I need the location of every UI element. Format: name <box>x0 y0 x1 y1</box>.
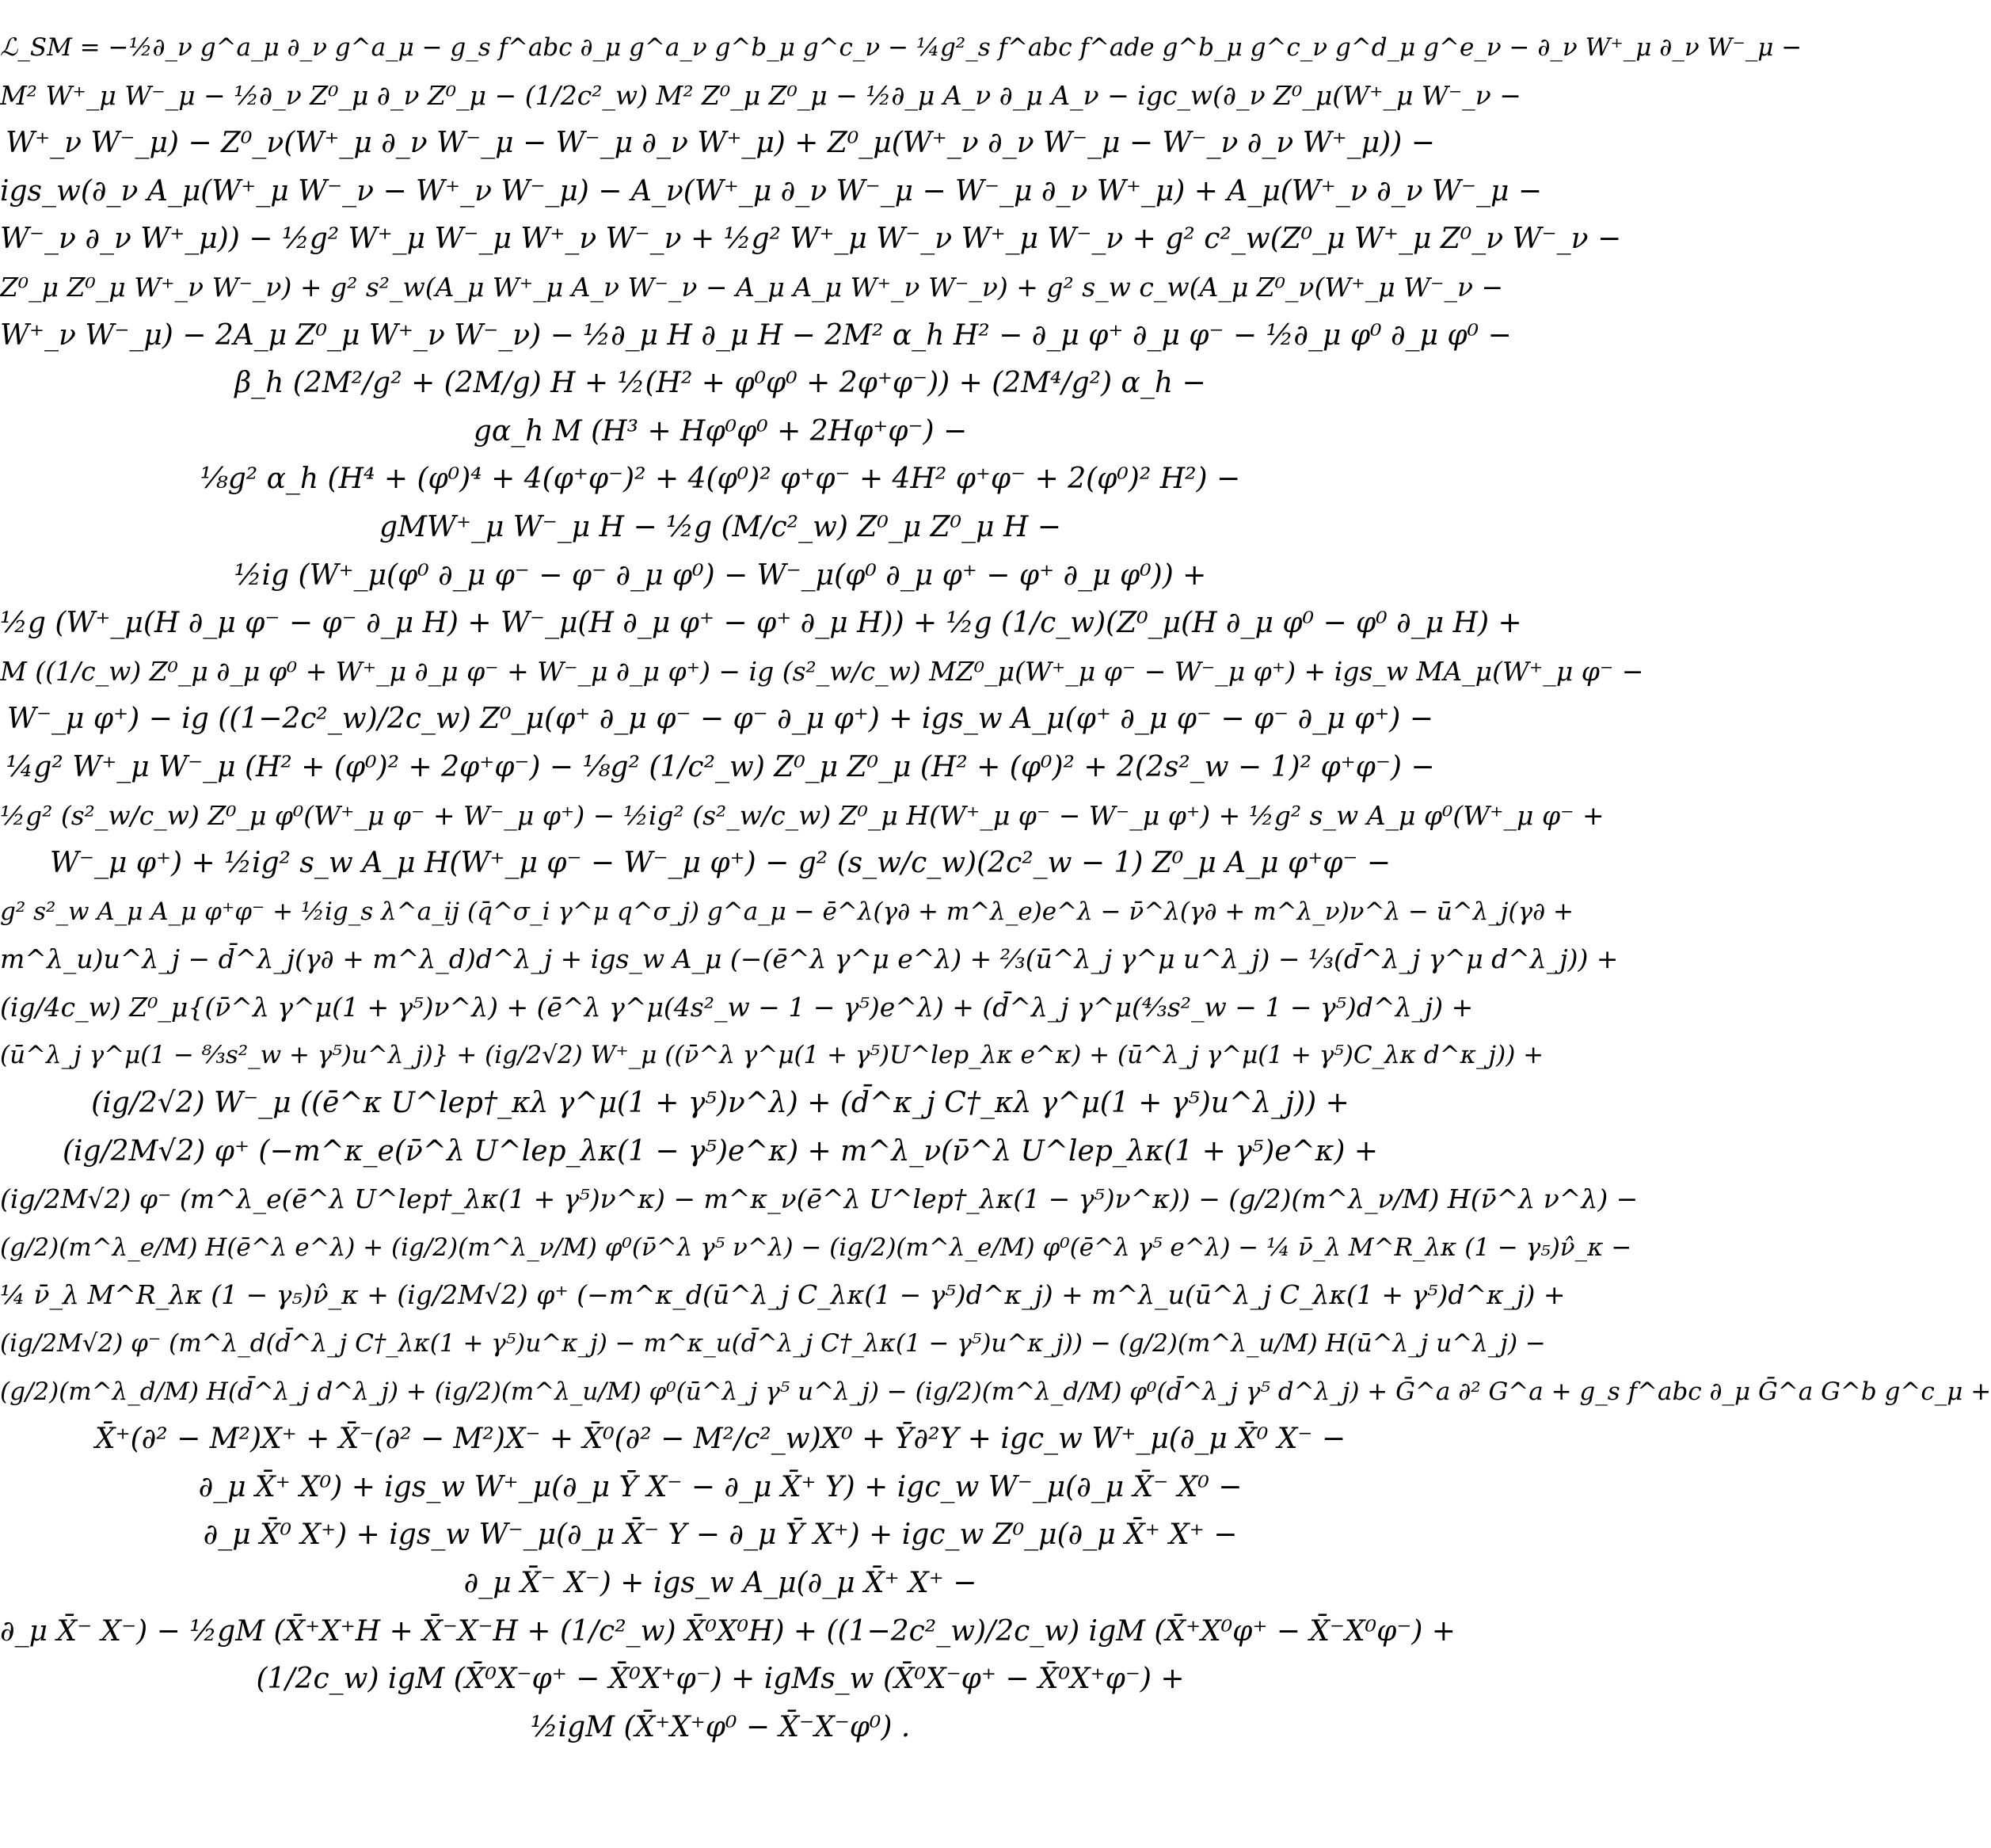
equation-line: gα_h M (H³ + Hφ⁰φ⁰ + 2Hφ⁺φ⁻) − <box>473 414 968 448</box>
equation-line: m^λ_u)u^λ_j − d̄^λ_j(γ∂ + m^λ_d)d^λ_j + igs_w A_μ (−(ē^λ γ^μ e^λ) + ⅔(ū^λ_j γ^μ u^λ_j) − ⅓(d̄^λ_j γ^μ d^λ_j)) + <box>0 943 1619 975</box>
equation-line: ∂_μ X̄⁺ X⁰) + igs_w W⁺_μ(∂_μ Ȳ X⁻ − ∂_μ X̄⁺ Y) + igc_w W⁻_μ(∂_μ X̄⁻ X⁰ − <box>198 1470 1243 1503</box>
equation-line: M ((1/c_w) Z⁰_μ ∂_μ φ⁰ + W⁺_μ ∂_μ φ⁻ + W⁻_μ ∂_μ φ⁺) − ig (s²_w/c_w) MZ⁰_μ(W⁺_μ φ⁻ − W⁻_μ φ⁺) + igs_w MA_μ(W⁺_μ φ⁻ − <box>0 655 1644 687</box>
equation-line: ∂_μ X̄⁻ X⁻) − ½gM (X̄⁺X⁺H + X̄⁻X⁻H + (1/c²_w) X̄⁰X⁰H) + ((1−2c²_w)/2c_w) igM (X̄⁺X⁰φ⁺ − X̄⁻X⁰φ⁻) + <box>0 1614 1456 1648</box>
equation-line: Z⁰_μ Z⁰_μ W⁺_ν W⁻_ν) + g² s²_w(A_μ W⁺_μ A_ν W⁻_ν − A_μ A_μ W⁺_ν W⁻_ν) + g² s_w c_w(A_μ Z⁰_ν(W⁺_μ W⁻_ν − <box>0 271 1504 303</box>
equation-line: W⁻_ν ∂_ν W⁺_μ)) − ½g² W⁺_μ W⁻_μ W⁺_ν W⁻_ν + ½g² W⁺_μ W⁻_ν W⁺_μ W⁻_ν + g² c²_w(Z⁰_μ W⁺_μ Z⁰_ν W⁻_ν − <box>0 223 1622 256</box>
equation-line: ¼g² W⁺_μ W⁻_μ (H² + (φ⁰)² + 2φ⁺φ⁻) − ⅛g² (1/c²_w) Z⁰_μ Z⁰_μ (H² + (φ⁰)² + 2(2s²_w − 1)² φ⁺φ⁻) − <box>6 750 1435 783</box>
equation-line: (ig/4c_w) Z⁰_μ{(ν̄^λ γ^μ(1 + γ⁵)ν^λ) + (ē^λ γ^μ(4s²_w − 1 − γ⁵)e^λ) + (d̄^λ_j γ^μ(⁴⁄₃s²_w − 1 − γ⁵)d^λ_j) + <box>0 991 1474 1023</box>
equation-line: ½g (W⁺_μ(H ∂_μ φ⁻ − φ⁻ ∂_μ H) + W⁻_μ(H ∂_μ φ⁺ − φ⁺ ∂_μ H)) + ½g (1/c_w)(Z⁰_μ(H ∂_μ φ⁰ − φ⁰ ∂_μ H) + <box>0 607 1522 640</box>
equation-line: ⅛g² α_h (H⁴ + (φ⁰)⁴ + 4(φ⁺φ⁻)² + 4(φ⁰)² φ⁺φ⁻ + 4H² φ⁺φ⁻ + 2(φ⁰)² H²) − <box>200 463 1241 496</box>
equation-line: (ū^λ_j γ^μ(1 − ⁸⁄₃s²_w + γ⁵)u^λ_j)} + (ig/2√2) W⁺_μ ((ν̄^λ γ^μ(1 + γ⁵)U^lep_λκ e^κ) + (ū^λ_j γ^μ(1 + γ⁵)C_λκ d^κ_j)) + <box>0 1041 1544 1070</box>
equation-line: (g/2)(m^λ_d/M) H(d̄^λ_j d^λ_j) + (ig/2)(m^λ_u/M) φ⁰(ū^λ_j γ⁵ u^λ_j) − (ig/2)(m^λ_d/M) φ⁰(d̄^λ_j γ⁵ d^λ_j) + Ḡ^a ∂² G^a + g_s f^abc ∂_μ Ḡ^a G^b g^c_μ + <box>0 1377 1991 1406</box>
equation-line: β_h (2M²/g² + (2M/g) H + ½(H² + φ⁰φ⁰ + 2φ⁺φ⁻)) + (2M⁴/g²) α_h − <box>234 367 1206 400</box>
equation-line: W⁻_μ φ⁺) + ½ig² s_w A_μ H(W⁺_μ φ⁻ − W⁻_μ φ⁺) − g² (s_w/c_w)(2c²_w − 1) Z⁰_μ A_μ φ⁺φ⁻ − <box>49 847 1391 880</box>
equation-line: ∂_μ X̄⁰ X⁺) + igs_w W⁻_μ(∂_μ X̄⁻ Y − ∂_μ Ȳ X⁺) + igc_w Z⁰_μ(∂_μ X̄⁺ X⁺ − <box>203 1518 1238 1552</box>
equation-line: (1/2c_w) igM (X̄⁰X⁻φ⁺ − X̄⁰X⁺φ⁻) + igMs_w (X̄⁰X⁻φ⁺ − X̄⁰X⁺φ⁻) + <box>256 1663 1185 1696</box>
equation-line: ℒ_SM = −½∂_ν g^a_μ ∂_ν g^a_μ − g_s f^abc ∂_μ g^a_ν g^b_μ g^c_ν − ¼g²_s f^abc f^ade g^b_μ g^c_ν g^d_μ g^e_ν − ∂_ν W⁺_μ ∂_ν W⁻_μ − <box>0 33 1803 62</box>
equation-line: (ig/2M√2) φ⁻ (m^λ_e(ē^λ U^lep†_λκ(1 + γ⁵)ν^κ) − m^κ_ν(ē^λ U^lep†_λκ(1 − γ⁵)ν^κ)) − (g/2)(m^λ_ν/M) H(ν̄^λ ν^λ) − <box>0 1183 1639 1215</box>
equation-line: M² W⁺_μ W⁻_μ − ½∂_ν Z⁰_μ ∂_ν Z⁰_μ − (1/2c²_w) M² Z⁰_μ Z⁰_μ − ½∂_μ A_ν ∂_μ A_ν − igc_w(∂_ν Z⁰_μ(W⁺_μ W⁻_ν − <box>0 79 1521 111</box>
equation-line: ½ig (W⁺_μ(φ⁰ ∂_μ φ⁻ − φ⁻ ∂_μ φ⁰) − W⁻_μ(φ⁰ ∂_μ φ⁺ − φ⁺ ∂_μ φ⁰)) + <box>234 558 1207 592</box>
equation-line: g² s²_w A_μ A_μ φ⁺φ⁻ + ½ig_s λ^a_ij (q̄^σ_i γ^μ q^σ_j) g^a_μ − ē^λ(γ∂ + m^λ_e)e^λ − ν̄^λ(γ∂ + m^λ_ν)ν^λ − ū^λ_j(γ∂ + <box>0 897 1574 926</box>
equation-line: W⁻_μ φ⁺) − ig ((1−2c²_w)/2c_w) Z⁰_μ(φ⁺ ∂_μ φ⁻ − φ⁻ ∂_μ φ⁺) + igs_w A_μ(φ⁺ ∂_μ φ⁻ − φ⁻ ∂_μ φ⁺) − <box>7 703 1433 736</box>
equation-line: (ig/2M√2) φ⁻ (m^λ_d(d̄^λ_j C†_λκ(1 + γ⁵)u^κ_j) − m^κ_u(d̄^λ_j C†_λκ(1 − γ⁵)u^κ_j)) − (g/2)(m^λ_u/M) H(ū^λ_j u^λ_j) − <box>0 1329 1546 1358</box>
equation-line: ¼ ν̄_λ M^R_λκ (1 − γ₅)ν̂_κ + (ig/2M√2) φ⁺ (−m^κ_d(ū^λ_j C_λκ(1 − γ⁵)d^κ_j) + m^λ_u(ū^λ_j C_λκ(1 + γ⁵)d^κ_j) + <box>0 1279 1566 1311</box>
equation-line: W⁺_ν W⁻_μ) − 2A_μ Z⁰_μ W⁺_ν W⁻_ν) − ½∂_μ H ∂_μ H − 2M² α_h H² − ∂_μ φ⁺ ∂_μ φ⁻ − ½∂_μ φ⁰ ∂_μ φ⁰ − <box>0 318 1512 352</box>
equation-line: X̄⁺(∂² − M²)X⁺ + X̄⁻(∂² − M²)X⁻ + X̄⁰(∂² − M²/c²_w)X⁰ + Ȳ∂²Y + igc_w W⁺_μ(∂_μ X̄⁰ X⁻ − <box>94 1423 1346 1456</box>
equation-line: ∂_μ X̄⁻ X⁻) + igs_w A_μ(∂_μ X̄⁺ X⁺ − <box>463 1567 977 1599</box>
equation-line: gMW⁺_μ W⁻_μ H − ½g (M/c²_w) Z⁰_μ Z⁰_μ H − <box>379 510 1061 543</box>
equation-line: ½g² (s²_w/c_w) Z⁰_μ φ⁰(W⁺_μ φ⁻ + W⁻_μ φ⁺) − ½ig² (s²_w/c_w) Z⁰_μ H(W⁺_μ φ⁻ − W⁻_μ φ⁺) + ½g² s_w A_μ φ⁰(W⁺_μ φ⁻ + <box>0 799 1605 831</box>
equation-line: ½igM (X̄⁺X⁺φ⁰ − X̄⁻X⁻φ⁰) . <box>530 1710 911 1743</box>
equation-line: (g/2)(m^λ_e/M) H(ē^λ e^λ) + (ig/2)(m^λ_ν/M) φ⁰(ν̄^λ γ⁵ ν^λ) − (ig/2)(m^λ_e/M) φ⁰(ē^λ γ⁵ e^λ) − ¼ ν̄_λ M^R_λκ (1 − γ₅)ν̂_κ − <box>0 1233 1632 1262</box>
standard-model-lagrangian <box>0 24 1991 1751</box>
equation-line: (ig/2√2) W⁻_μ ((ē^κ U^lep†_κλ γ^μ(1 + γ⁵)ν^λ) + (d̄^κ_j C†_κλ γ^μ(1 + γ⁵)u^λ_j)) + <box>91 1087 1350 1120</box>
equation-line: igs_w(∂_ν A_μ(W⁺_μ W⁻_ν − W⁺_ν W⁻_μ) − A_ν(W⁺_μ ∂_ν W⁻_μ − W⁻_μ ∂_ν W⁺_μ) + A_μ(W⁺_ν ∂_ν W⁻_μ − <box>0 174 1543 208</box>
equation-line: W⁺_ν W⁻_μ) − Z⁰_ν(W⁺_μ ∂_ν W⁻_μ − W⁻_μ ∂_ν W⁺_μ) + Z⁰_μ(W⁺_ν ∂_ν W⁻_μ − W⁻_ν ∂_ν W⁺_μ)) − <box>6 127 1435 160</box>
equation-line: (ig/2M√2) φ⁺ (−m^κ_e(ν̄^λ U^lep_λκ(1 − γ⁵)e^κ) + m^λ_ν(ν̄^λ U^lep_λκ(1 + γ⁵)e^κ) + <box>62 1134 1379 1168</box>
